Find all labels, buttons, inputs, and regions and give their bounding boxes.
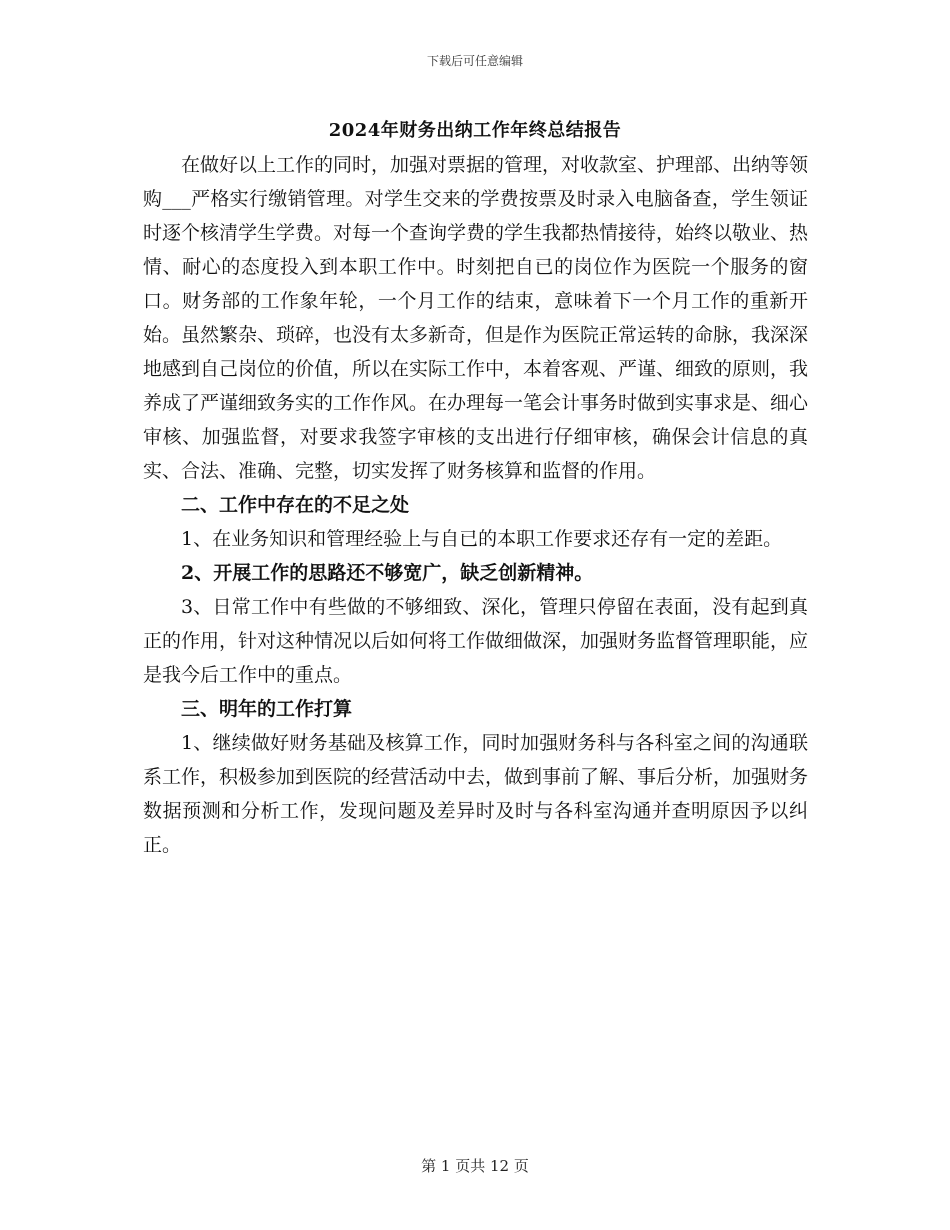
- paragraph-shortcoming-2: 2、开展工作的思路还不够宽广，缺乏创新精神。: [181, 562, 594, 584]
- page-number-footer: 第 1 页共 12 页: [421, 1157, 529, 1175]
- paragraph-shortcoming-1: 1、在业务知识和管理经验上与自已的本职工作要求还存有一定的差距。: [181, 528, 783, 550]
- paragraph-shortcoming-3: 3、日常工作中有些做的不够细致、深化，管理只停留在表面，没有起到真正的作用，针对这种情况以后如何将工作做细做深，加强财务监督管理职能，应是我今后工作中的重点。: [143, 596, 809, 686]
- section-heading-shortcomings: 二、工作中存在的不足之处: [181, 494, 410, 516]
- document-title: 2024年财务出纳工作年终总结报告: [328, 120, 622, 141]
- document-body: [143, 148, 808, 862]
- section-heading-plans: 三、明年的工作打算: [181, 698, 353, 720]
- paragraph-intro: 在做好以上工作的同时，加强对票据的管理，对收款室、护理部、出纳等领购___严格实行缴销管理。对学生交来的学费按票及时录入电脑备查，学生领证时逐个核清学生学费。对每一个查询学费的学生我都热情接待，始终以敬业、热情、耐心的态度投入到本职工作中。时刻把自已的岗位作为医院一个服务的窗口。财务部的工作象年轮，一个月工作的结束，意味着下一个月工作的重新开始。虽然繁杂、琐碎，也没有太多新奇，但是作为医院正常运转的命脉，我深深地感到自己岗位的价值，所以在实际工作中，本着客观、严谨、细致的原则，我养成了严谨细致务实的工作作风。在办理每一笔会计事务时做到实事求是、细心审核、加强监督，对要求我签字审核的支出进行仔细审核，确保会计信息的真实、合法、准确、完整，切实发挥了财务核算和监督的作用。: [143, 154, 809, 482]
- paragraph-plan-1: 1、继续做好财务基础及核算工作，同时加强财务科与各科室之间的沟通联系工作，积极参加到医院的经营活动中去，做到事前了解、事后分析，加强财务数据预测和分析工作，发现问题及差异时及时与各科室沟通并查明原因予以纠正。: [143, 732, 809, 856]
- page-header-note: 下载后可任意编辑: [426, 54, 523, 68]
